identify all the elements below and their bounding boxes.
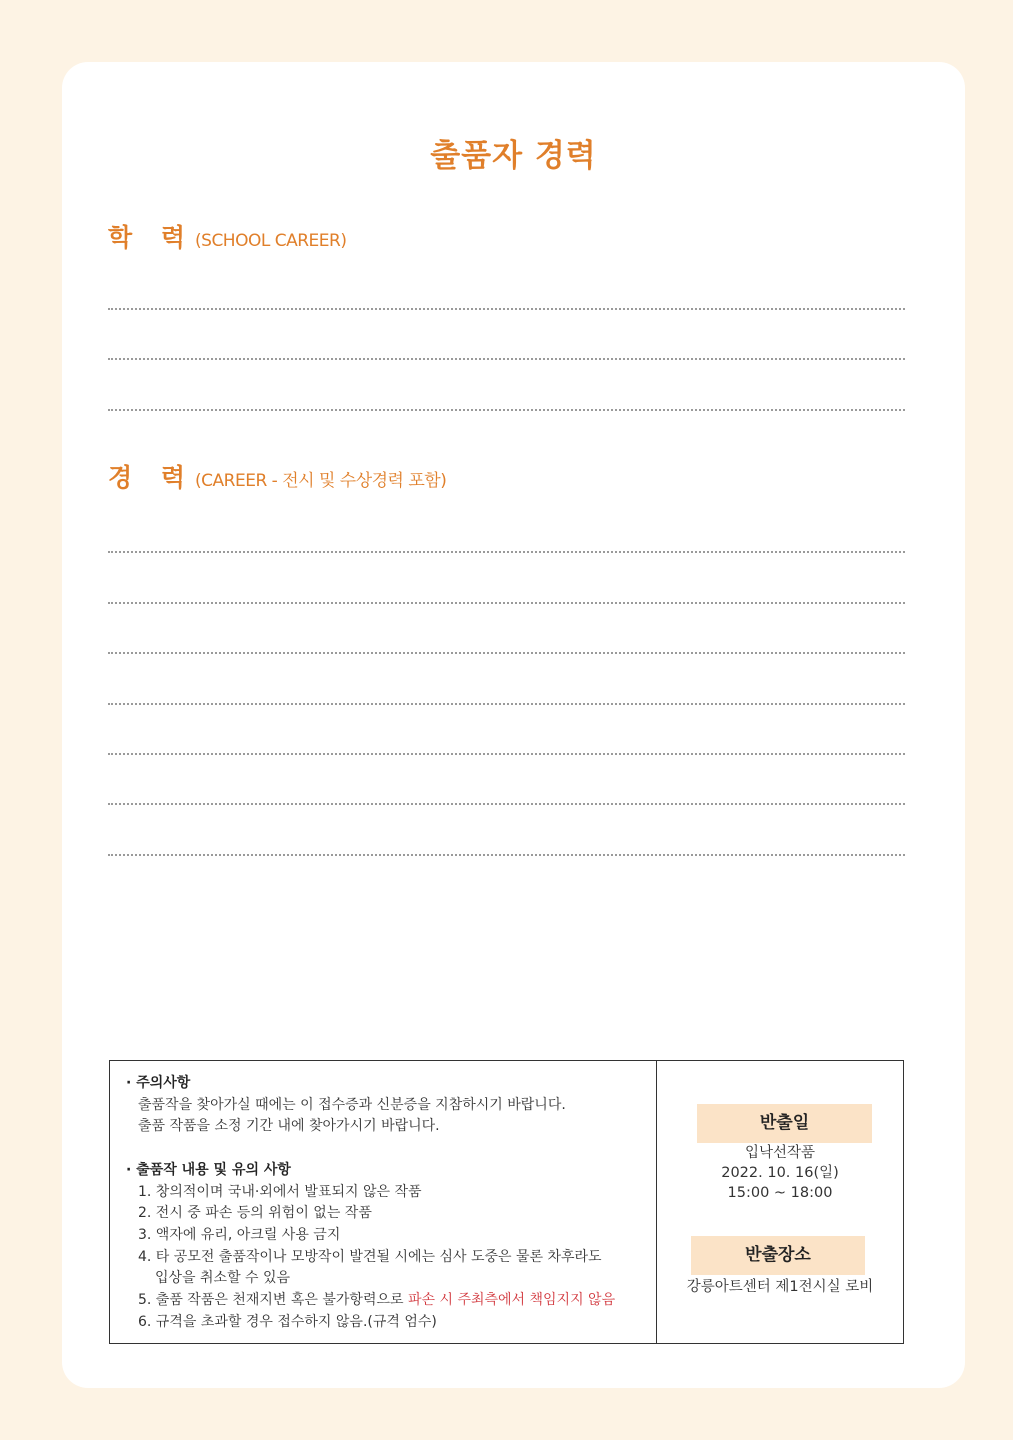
career-line[interactable] [108,551,905,553]
career-line[interactable] [108,803,905,805]
notice-item5-text: 5. 출품 작품은 천재지변 혹은 불가항력으로 [138,1292,408,1309]
return-date-label: 반출일 [697,1104,872,1143]
career-heading [108,458,446,494]
return-date: 2022. 10. 16(일) [721,1165,839,1181]
return-place: 강릉아트센터 제1전시실 로비 [686,1279,874,1295]
notice-item: 2. 전시 중 파손 등의 위험이 없는 작품 [138,1205,372,1222]
return-info [657,1061,903,1343]
return-time: 15:00 ~ 18:00 [727,1185,833,1201]
return-date-info [657,1143,903,1203]
notice-item: 4. 타 공모전 출품작이나 모방작이 발견될 시에는 심사 도중은 물론 차후라도 [138,1248,602,1265]
notice-box [109,1060,904,1344]
warning-highlight: 파손 시 주최측에서 책임지지 않음 [407,1292,616,1309]
education-heading-sub: (SCHOOL CAREER) [195,231,347,251]
education-heading-label: 학 력 [108,223,196,252]
career-line[interactable] [108,854,905,856]
page-title: 출품자 경력 [430,138,597,174]
education-line[interactable] [108,358,905,360]
content-title: · 출품작 내용 및 유의 사항 [126,1161,291,1178]
form-card [62,62,965,1388]
education-line[interactable] [108,409,905,411]
notice-item-continued: 입상을 취소할 수 있음 [155,1270,291,1287]
notice-item: 3. 액자에 유리, 아크릴 사용 금지 [138,1226,341,1243]
career-line[interactable] [108,602,905,604]
education-heading [108,218,346,254]
notice-item [126,1290,656,1312]
career-heading-label: 경 력 [108,463,196,492]
caution-line: 출품 작품을 소정 기간 내에 찾아가시기 바랍니다. [138,1118,440,1135]
career-line[interactable] [108,652,905,654]
notice-item: 1. 창의적이며 국내·외에서 발표되지 않은 작품 [138,1183,422,1200]
return-place-label: 반출장소 [691,1236,865,1275]
return-target: 입낙선작품 [744,1145,816,1161]
notice-item: 6. 규격을 초과할 경우 접수하지 않음.(규격 엄수) [138,1313,437,1330]
career-line[interactable] [108,753,905,755]
education-line[interactable] [108,308,905,310]
caution-title: · 주의사항 [126,1075,191,1091]
caution-line: 출품작을 찾아가실 때에는 이 접수증과 신분증을 지참하시기 바랍니다. [138,1096,566,1113]
career-heading-sub: (CAREER - 전시 및 수상경력 포함) [195,471,447,491]
career-line[interactable] [108,703,905,705]
notice-text [110,1061,657,1343]
